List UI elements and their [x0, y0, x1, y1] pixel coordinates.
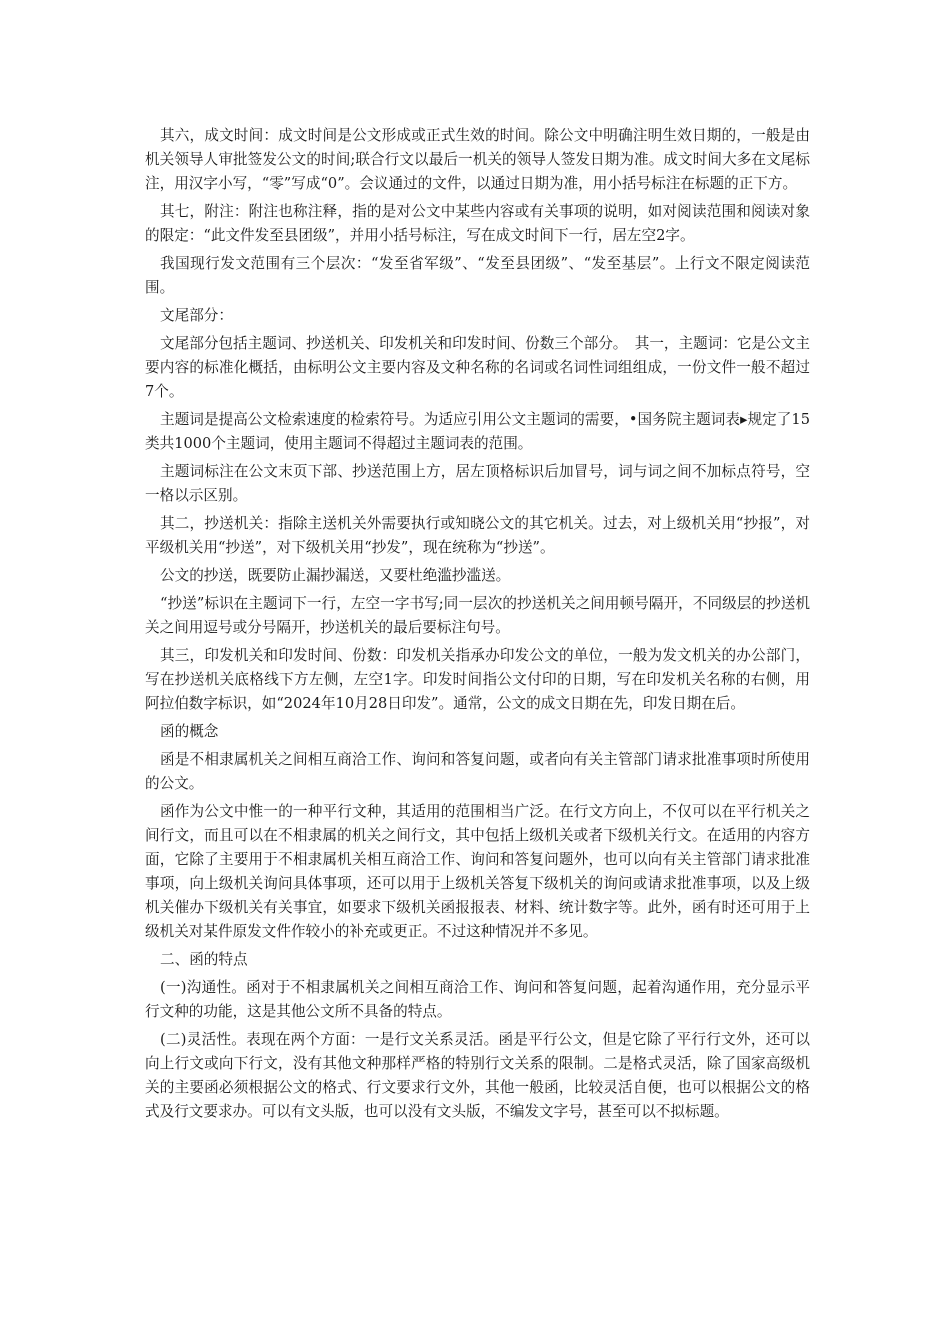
paragraph-goutongxing: (一)沟通性。函对于不相隶属机关之间相互商洽工作、询问和答复问题，起着沟通作用，充分显示平行文种的功能，这是其他公文所不具备的特点。	[145, 979, 810, 1020]
paragraph-zhutici-jiansuo: 主题词是提高公文检索速度的检索符号。为适应引用公文主题词的需要，•国务院主题词表▸规定了15类共1000个主题词，使用主题词不得超过主题词表的范围。	[145, 411, 810, 452]
paragraph-yinfa-jiguan: 其三，印发机关和印发时间、份数：印发机关指承办印发公文的单位，一般为发文机关的办公部门，写在抄送机关底格线下方左侧，左空1字。印发时间指公文付印的日期，写在印发机关名称的右侧，用阿拉伯数字标识，如“2024年10月28日印发”。通常，公文的成文日期在先，印发日期在后。	[145, 647, 810, 712]
paragraph-chengwen-shijian: 其六，成文时间：成文时间是公文形成或正式生效的时间。除公文中明确注明生效日期的，一般是由机关领导人审批签发公文的时间;联合行文以最后一机关的领导人签发日期为准。成文时间大多在文尾标注，用汉字小写，“零”写成“0”。会议通过的文件，以通过日期为准，用小括号标注在标题的正下方。	[145, 127, 810, 192]
paragraph-zhutici: 文尾部分包括主题词、抄送机关、印发机关和印发时间、份数三个部分。 其一，主题词：它是公文主要内容的标准化概括，由标明公文主要内容及文种名称的名词或名词性词组组成，一份文件一般不超过7个。	[145, 335, 810, 400]
paragraph-fuzhu: 其七，附注：附注也称注释，指的是对公文中某些内容或有关事项的说明，如对阅读范围和阅读对象的限定：“此文件发至县团级”，并用小括号标注，写在成文时间下一行，居左空2字。	[145, 203, 810, 244]
heading-wenwei-bufen: 文尾部分：	[160, 307, 233, 324]
paragraph-zhutici-biaozhu: 主题词标注在公文末页下部、抄送范围上方，居左顶格标识后加冒号，词与词之间不加标点符号，空一格以示区别。	[145, 463, 810, 504]
document-body	[145, 124, 810, 1128]
paragraph-han-fanwei: 函作为公文中惟一的一种平行文种，其适用的范围相当广泛。在行文方向上，不仅可以在平行机关之间行文，而且可以在不相隶属的机关之间行文，其中包括上级机关或者下级机关行文。在适用的内容方面，它除了主要用于不相隶属机关相互商洽工作、询问和答复问题外，也可以向有关主管部门请求批准事项，向上级机关询问具体事项，还可以用于上级机关答复下级机关的询问或请求批准事项，以及上级机关催办下级机关有关事宜，如要求下级机关函报报表、材料、统计数字等。此外，函有时还可用于上级机关对某件原发文件作较小的补充或更正。不过这种情况并不多见。	[145, 803, 810, 940]
heading-han-tedian: 二、函的特点	[160, 951, 248, 968]
paragraph-fawen-fanwei: 我国现行发文范围有三个层次：“发至省军级”、“发至县团级”、“发至基层”。上行文不限定阅读范围。	[145, 255, 810, 296]
paragraph-chaosong-biaoshi: “抄送”标识在主题词下一行，左空一字书写;同一层次的抄送机关之间用顿号隔开，不同级层的抄送机关之间用逗号或分号隔开，抄送机关的最后要标注句号。	[145, 595, 810, 636]
paragraph-han-dingyi: 函是不相隶属机关之间相互商洽工作、询问和答复问题，或者向有关主管部门请求批准事项时所使用的公文。	[145, 751, 810, 792]
heading-han-gainian: 函的概念	[160, 723, 219, 740]
paragraph-chaosong-jiguan: 其二，抄送机关：指除主送机关外需要执行或知晓公文的其它机关。过去，对上级机关用“抄报”，对平级机关用“抄送”，对下级机关用“抄发”，现在统称为“抄送”。	[145, 515, 810, 556]
paragraph-chaosong-yuanze: 公文的抄送，既要防止漏抄漏送，又要杜绝滥抄滥送。	[160, 567, 511, 584]
paragraph-linghuoxing: (二)灵活性。表现在两个方面：一是行文关系灵活。函是平行公文，但是它除了平行行文外，还可以向上行文或向下行文，没有其他文种那样严格的特别行文关系的限制。二是格式灵活，除了国家高级机关的主要函必须根据公文的格式、行文要求行文外，其他一般函，比较灵活自便，也可以根据公文的格式及行文要求办。可以有文头版，也可以没有文头版，不编发文字号，甚至可以不拟标题。	[145, 1031, 810, 1120]
